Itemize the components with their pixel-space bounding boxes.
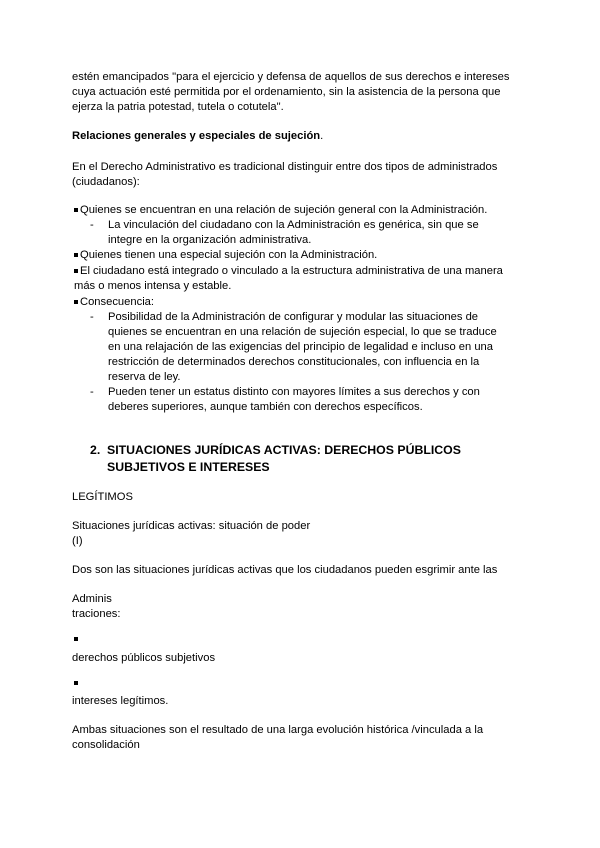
bullet-text: Consecuencia: <box>80 296 155 308</box>
text-line: Pueden tener un estatus distinto con mayores límites a sus derechos y con <box>108 386 480 398</box>
text-line: reserva de ley. <box>108 371 181 383</box>
section-title-period: . <box>320 130 324 142</box>
chapter-heading <box>90 442 510 478</box>
text-line: consolidación <box>72 739 140 751</box>
paragraph-situaciones <box>72 519 532 549</box>
text-line: deberes superiores, aunque también con derechos específicos. <box>108 401 423 413</box>
paragraph-administraciones <box>72 592 532 622</box>
text-line: (I) <box>72 535 83 547</box>
intro-paragraph <box>72 70 532 115</box>
text-line: traciones: <box>72 608 121 620</box>
text-line: integre en la organización administrativa. <box>108 234 312 246</box>
text-line: Ambas situaciones son el resultado de una larga evolución histórica /vinculada a la <box>72 724 484 736</box>
dash-item-posibilidad <box>90 310 510 386</box>
bullet-consecuencia <box>74 295 514 310</box>
text-line: SITUACIONES JURÍDICAS ACTIVAS: DERECHOS PÚBLICOS <box>107 443 461 457</box>
paragraph-dos-son: Dos son las situaciones jurídicas activas que los ciudadanos pueden esgrimir ante las <box>72 564 498 576</box>
bullet-sujecion-general <box>74 203 514 218</box>
text-line: SUBJETIVOS E INTERESES <box>107 460 270 474</box>
heading-text <box>107 442 507 476</box>
section-title-text: Relaciones generales y especiales de sujeción <box>72 130 321 142</box>
section-title <box>72 129 532 144</box>
text-line: (ciudadanos): <box>72 176 140 188</box>
text-line: La vinculación del ciudadano con la Administración es genérica, sin que se <box>108 219 479 231</box>
paragraph-tipos <box>72 160 532 190</box>
text-line: ejerza la patria potestad, tutela o cotutela". <box>72 101 284 113</box>
text-line: Posibilidad de la Administración de configurar y modular las situaciones de <box>108 311 479 323</box>
dash-item-estatus <box>90 385 510 415</box>
text-line: Adminis <box>72 593 112 605</box>
paragraph-ambas <box>72 723 532 753</box>
text-line: más o menos intensa y estable. <box>74 280 232 292</box>
text-line: estén emancipados "para el ejercicio y defensa de aquellos de sus derechos e intereses <box>72 71 510 83</box>
dash-icon: - <box>90 386 94 398</box>
text-line: Situaciones jurídicas activas: situación de poder <box>72 520 311 532</box>
bullet-icon <box>74 208 78 212</box>
list-item-intereses: intereses legítimos. <box>72 695 169 707</box>
dash-item-vinculacion <box>90 218 510 248</box>
text-line: cuya actuación esté permitida por el ordenamiento, sin la asistencia de la persona que <box>72 86 501 98</box>
dash-text <box>108 310 508 385</box>
dash-icon: - <box>90 219 94 231</box>
bullet-icon <box>74 637 534 641</box>
dash-text <box>108 218 508 248</box>
text-line: restricción de determinados derechos constitucionales, con influencia en la <box>108 356 480 368</box>
bullet-icon <box>74 253 78 257</box>
text-line: En el Derecho Administrativo es tradicional distinguir entre dos tipos de administrados <box>72 161 498 173</box>
text-line: El ciudadano está integrado o vinculado a la estructura administrativa de una manera <box>80 265 503 277</box>
heading-continuation: LEGÍTIMOS <box>72 491 133 503</box>
bullet-icon <box>74 300 78 304</box>
bullet-text: Quienes se encuentran en una relación de sujeción general con la Administración. <box>80 204 488 216</box>
bullet-text: Quienes tienen una especial sujeción con la Administración. <box>80 249 378 261</box>
bullet-icon <box>74 269 78 273</box>
dash-icon: - <box>90 311 94 323</box>
bullet-icon <box>74 681 534 685</box>
text-line: quienes se encuentran en una relación de sujeción especial, lo que se traduce <box>108 326 497 338</box>
heading-number: 2. <box>90 443 101 457</box>
text-line: en una relajación de las exigencias del principio de legalidad e incluso en una <box>108 341 493 353</box>
bullet-especial-sujecion <box>74 248 514 263</box>
dash-text <box>108 385 508 415</box>
bullet-integrado <box>74 264 514 294</box>
list-item-derechos: derechos públicos subjetivos <box>72 652 216 664</box>
